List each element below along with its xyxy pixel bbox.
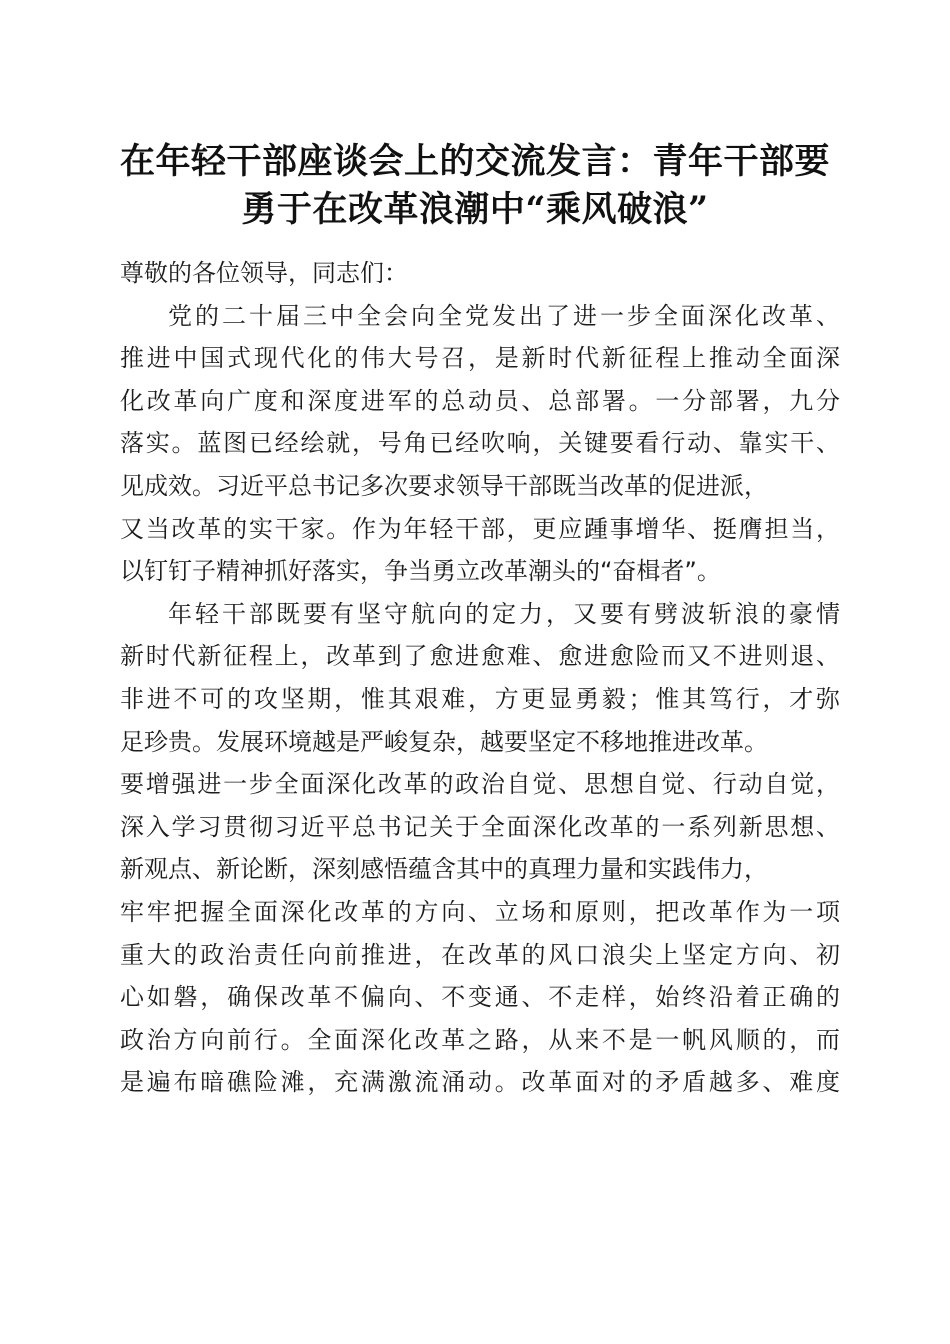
paragraph-2 bbox=[120, 593, 840, 1104]
text-line: 见成效。习近平总书记多次要求领导干部既当改革的促进派， bbox=[120, 471, 768, 500]
salutation: 尊敬的各位领导，同志们： bbox=[120, 259, 408, 287]
text-line: 是遍布暗礁险滩，充满激流涌动。改革面对的矛盾越多、难度 bbox=[120, 1068, 840, 1097]
text-line: 年轻干部既要有坚守航向的定力，又要有劈波斩浪的豪情 bbox=[168, 599, 840, 628]
document-body bbox=[120, 252, 840, 1104]
text-line: 化改革向广度和深度进军的总动员、总部署。一分部署，九分 bbox=[120, 386, 840, 415]
text-line: 要增强进一步全面深化改革的政治自觉、思想自觉、行动自觉， bbox=[120, 770, 840, 799]
text-line: 又当改革的实干家。作为年轻干部，更应踵事增华、挺膺担当， bbox=[120, 514, 840, 543]
text-line: 心如磐，确保改革不偏向、不变通、不走样，始终沿着正确的 bbox=[120, 983, 840, 1012]
text-line: 足珍贵。发展环境越是严峻复杂，越要坚定不移地推进改革。 bbox=[120, 727, 768, 756]
text-line: 新时代新征程上，改革到了愈进愈难、愈进愈险而又不进则退、 bbox=[120, 642, 840, 671]
text-line: 政治方向前行。全面深化改革之路，从来不是一帆风顺的，而 bbox=[120, 1025, 840, 1054]
text-line: 党的二十届三中全会向全党发出了进一步全面深化改革、 bbox=[168, 301, 840, 330]
text-line: 牢牢把握全面深化改革的方向、立场和原则，把改革作为一项 bbox=[120, 897, 840, 926]
title-line: 在年轻干部座谈会上的交流发言：青年干部要 bbox=[119, 141, 830, 182]
text-line: 以钉钉子精神抓好落实，争当勇立改革潮头的“奋楫者”。 bbox=[120, 557, 721, 586]
text-line: 深入学习贯彻习近平总书记关于全面深化改革的一系列新思想、 bbox=[120, 812, 840, 841]
text-line: 推进中国式现代化的伟大号召，是新时代新征程上推动全面深 bbox=[120, 344, 840, 373]
text-line: 非进不可的攻坚期，惟其艰难，方更显勇毅；惟其笃行，才弥 bbox=[120, 684, 840, 713]
title-line: 勇于在改革浪潮中“乘风破浪” bbox=[241, 189, 709, 230]
text-line: 落实。蓝图已经绘就，号角已经吹响，关键要看行动、靠实干、 bbox=[120, 429, 840, 458]
text-line: 重大的政治责任向前推进，在改革的风口浪尖上坚定方向、初 bbox=[120, 940, 840, 969]
text-line: 新观点、新论断，深刻感悟蕴含其中的真理力量和实践伟力， bbox=[120, 855, 768, 884]
paragraph-1 bbox=[120, 295, 840, 593]
document-title bbox=[0, 138, 950, 234]
